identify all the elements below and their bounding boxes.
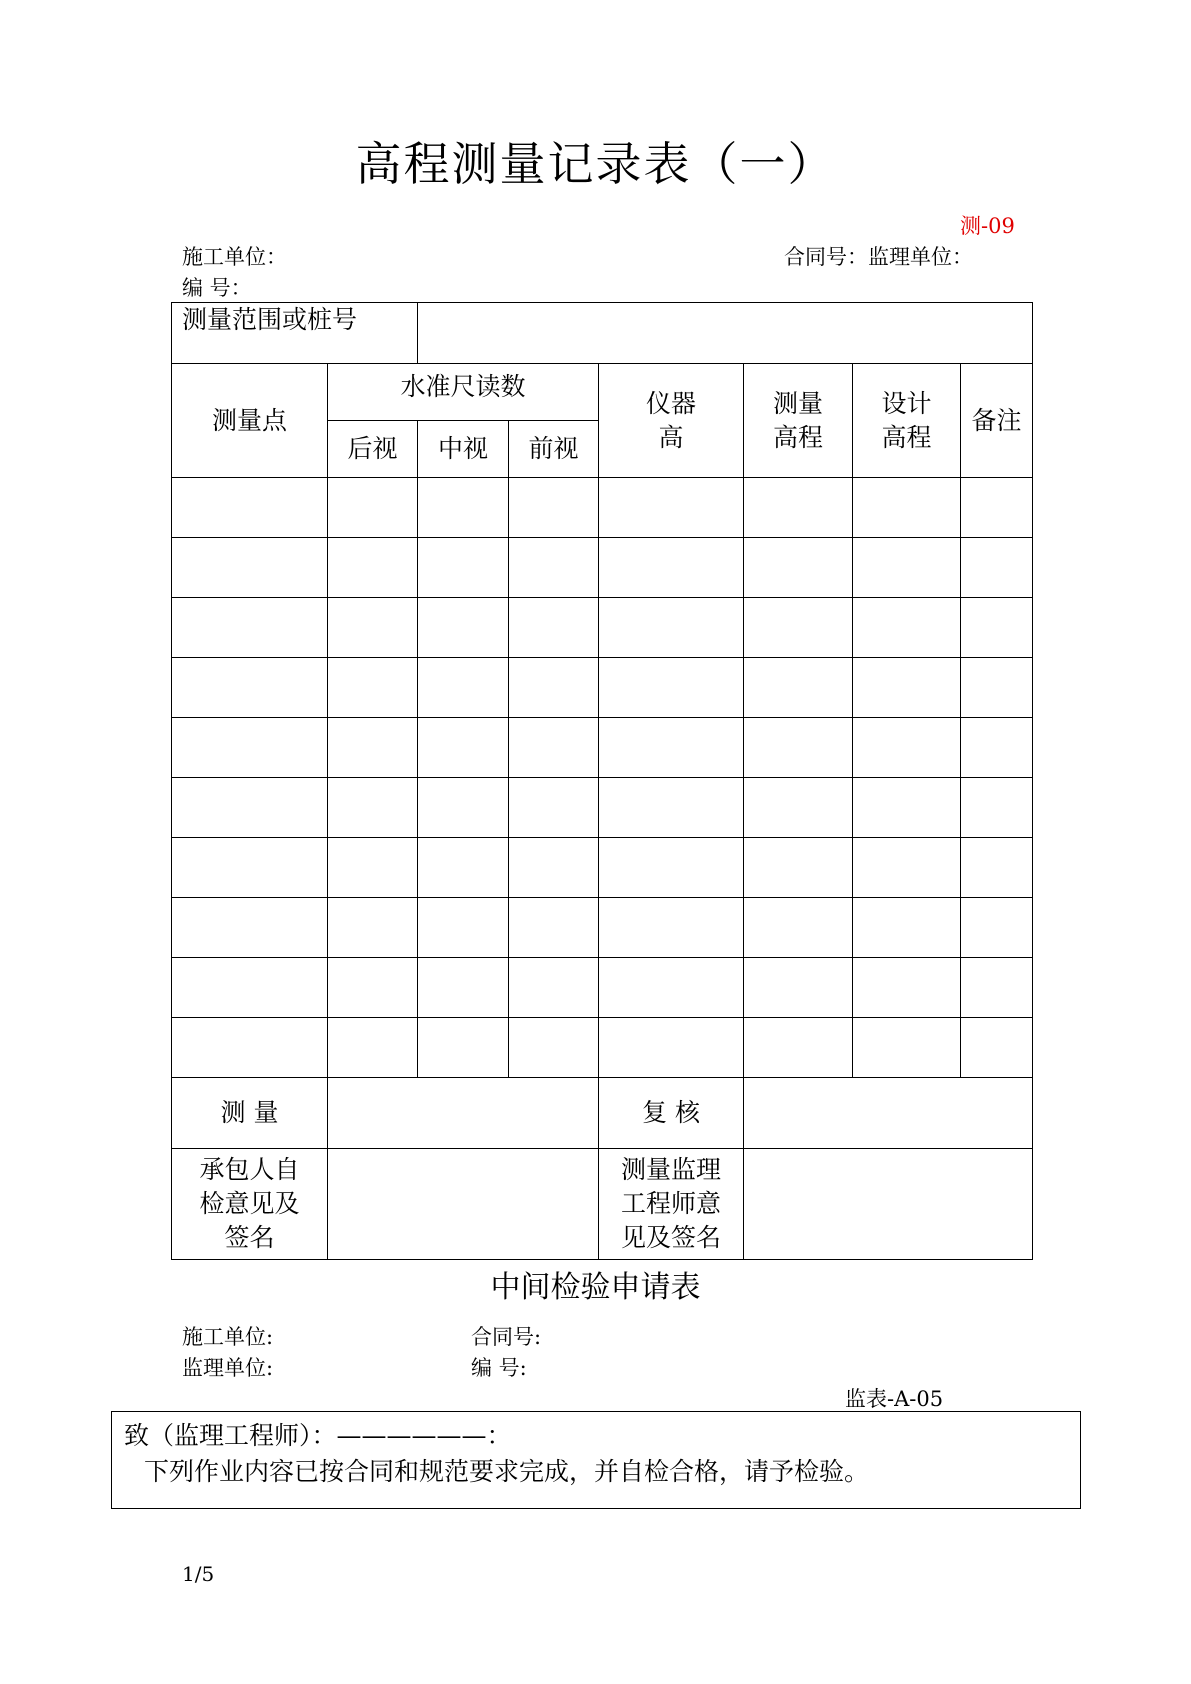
table-row xyxy=(172,838,1033,898)
review-signature-cell[interactable] xyxy=(744,1078,1033,1149)
col-foresight: 前视 xyxy=(509,421,599,478)
col-remark: 备注 xyxy=(961,364,1033,478)
request-construction-unit: 施工单位: xyxy=(182,1325,274,1349)
col-measure-point: 测量点 xyxy=(172,364,328,478)
request-form-code: 监表-A-05 xyxy=(845,1387,944,1411)
addressee-line: 致（监理工程师）：——————： xyxy=(124,1421,512,1450)
page-title: 高程测量记录表（一） xyxy=(355,137,836,191)
table-row xyxy=(172,598,1033,658)
construction-unit-label: 施工单位： xyxy=(182,245,287,269)
page-number: 1/5 xyxy=(182,1562,215,1586)
table-row xyxy=(172,718,1033,778)
col-measured-elevation: 测量 高程 xyxy=(744,364,853,478)
table-row xyxy=(172,538,1033,598)
request-statement: 下列作业内容已按合同和规范要求完成，并自检合格，请予检验。 xyxy=(144,1457,870,1486)
table-row xyxy=(172,658,1033,718)
contract-supervision-label: 合同号：监理单位： xyxy=(784,245,973,269)
request-body-box xyxy=(111,1411,1081,1509)
contractor-opinion-cell[interactable] xyxy=(328,1149,599,1260)
col-design-elevation: 设计 高程 xyxy=(853,364,961,478)
number-label: 编 号： xyxy=(182,276,252,300)
elevation-record-table xyxy=(171,302,1033,1260)
col-intermediate: 中视 xyxy=(418,421,509,478)
table-row xyxy=(172,778,1033,838)
supervisor-opinion-cell[interactable] xyxy=(744,1149,1033,1260)
table-row xyxy=(172,478,1033,538)
table-row xyxy=(172,898,1033,958)
range-label: 测量范围或桩号 xyxy=(172,303,418,364)
measure-label: 测 量 xyxy=(172,1078,328,1149)
col-instrument-height: 仪器 高 xyxy=(599,364,744,478)
table-row xyxy=(172,1018,1033,1078)
review-label: 复 核 xyxy=(599,1078,744,1149)
measure-signature-cell[interactable] xyxy=(328,1078,599,1149)
request-form-title: 中间检验申请表 xyxy=(490,1270,701,1305)
request-supervision-unit: 监理单位: xyxy=(182,1356,274,1380)
col-backsight: 后视 xyxy=(328,421,418,478)
request-contract-no: 合同号: xyxy=(471,1325,542,1349)
contractor-opinion-label: 承包人自 检意见及 签名 xyxy=(172,1149,328,1260)
supervisor-opinion-label: 测量监理 工程师意 见及签名 xyxy=(599,1149,744,1260)
form-code: 测-09 xyxy=(960,214,1015,238)
range-value-cell[interactable] xyxy=(418,303,1033,364)
col-level-reading: 水准尺读数 xyxy=(328,364,599,421)
table-row xyxy=(172,958,1033,1018)
request-number: 编 号: xyxy=(471,1356,527,1380)
